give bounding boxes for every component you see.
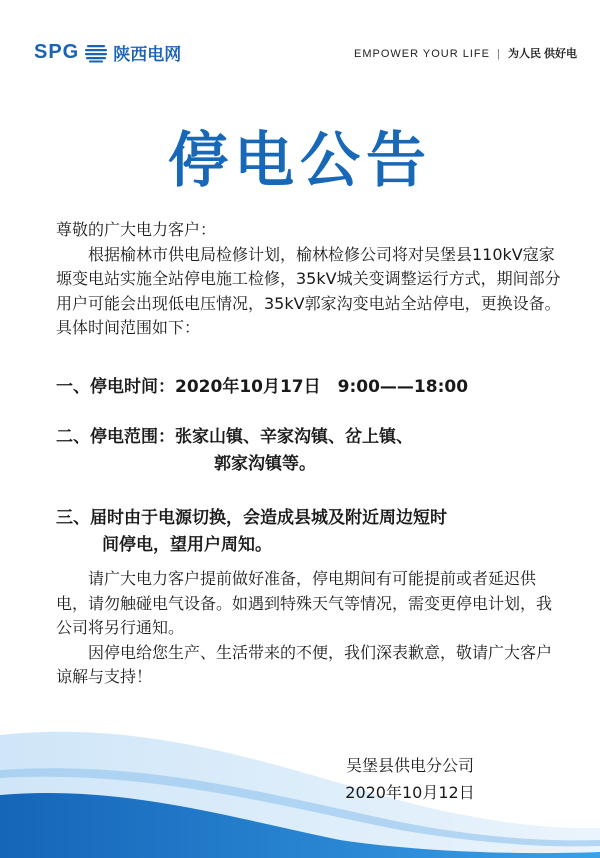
decorative-wave <box>0 700 600 858</box>
notice-section <box>56 567 561 690</box>
item-text-continued: 郭家沟镇等。 <box>214 454 316 474</box>
slogan <box>354 45 577 61</box>
slogan-cn: 为人民 供好电 <box>507 48 578 60</box>
item-label: 三、 <box>56 508 90 528</box>
item-outage-range <box>56 424 566 478</box>
spg-globe-icon <box>85 43 107 63</box>
item-text: 2020年10月17日 9:00——18:00 <box>175 377 469 397</box>
item-label: 一、停电时间： <box>56 377 175 397</box>
logo-abbr: SPG <box>34 41 80 63</box>
signature-company: 吴堡县供电分公司 <box>345 756 474 775</box>
item-text-continued: 间停电，望用户周知。 <box>102 535 272 555</box>
intro-paragraph: 根据榆林市供电局检修计划，榆林检修公司将对吴堡县110kV寇家塬变电站实施全站停电施工检修，35kV城关变调整运行方式，期间部分用户可能会出现低电压情况，35kV郭家沟变电站全站停电，更换设备。具体时间范围如下： <box>56 244 561 337</box>
item-text: 张家山镇、辛家沟镇、岔上镇、 <box>175 427 413 447</box>
greeting: 尊敬的广大电力客户： <box>56 220 217 239</box>
spg-logo <box>34 40 181 65</box>
signature-block <box>320 752 500 806</box>
page-title: 停电公告 <box>168 126 432 196</box>
item-text: 届时由于电源切换，会造成县城及附近周边短时 <box>90 508 447 528</box>
apology-paragraph: 因停电给您生产、生活带来的不便，我们深表歉意，敬请广大客户谅解与支持！ <box>56 642 553 686</box>
logo-name: 陕西电网 <box>113 45 182 65</box>
slogan-en: EMPOWER YOUR LIFE <box>354 48 490 60</box>
item-label: 二、停电范围： <box>56 427 175 447</box>
intro-section <box>56 218 561 341</box>
item-power-switch <box>56 505 566 559</box>
signature-date: 2020年10月12日 <box>345 783 475 802</box>
header <box>0 0 600 90</box>
notice-paragraph: 请广大电力客户提前做好准备，停电期间有可能提前或者延迟供电，请勿触碰电气设备。如遇到特殊天气等情况，需变更停电计划，我公司将另行通知。 <box>56 569 553 637</box>
slogan-separator: | <box>497 48 501 60</box>
item-outage-time <box>56 374 566 401</box>
